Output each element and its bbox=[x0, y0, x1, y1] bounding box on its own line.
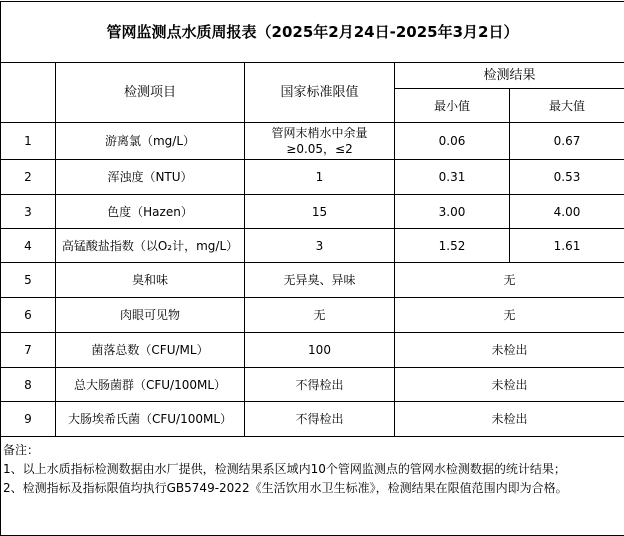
row-item: 臭和味 bbox=[56, 263, 245, 298]
row-min: 3.00 bbox=[395, 195, 510, 229]
row-min: 1.52 bbox=[395, 229, 510, 263]
row-number: 6 bbox=[1, 298, 56, 333]
notes-line-1: 1、以上水质指标检测数据由水厂提供，检测结果系区域内10个管网监测点的管网水检测数据的统计结果； bbox=[3, 460, 622, 479]
row-item: 总大肠菌群（CFU/100ML） bbox=[56, 368, 245, 402]
header-standard: 国家标准限值 bbox=[245, 63, 395, 123]
water-quality-table bbox=[0, 1, 624, 536]
row-standard: 3 bbox=[245, 229, 395, 263]
row-item: 肉眼可见物 bbox=[56, 298, 245, 333]
header-item: 检测项目 bbox=[56, 63, 245, 123]
row-result: 无 bbox=[395, 298, 624, 333]
row-standard: 无异臭、异味 bbox=[245, 263, 395, 298]
row-item: 大肠埃希氏菌（CFU/100ML） bbox=[56, 402, 245, 437]
table-row bbox=[1, 263, 624, 298]
row-item: 高锰酸盐指数（以O₂计，mg/L） bbox=[56, 229, 245, 263]
row-number: 5 bbox=[1, 263, 56, 298]
row-standard: 1 bbox=[245, 160, 395, 195]
row-max: 4.00 bbox=[510, 195, 624, 229]
row-number: 1 bbox=[1, 123, 56, 160]
row-max: 0.67 bbox=[510, 123, 624, 160]
table-row bbox=[1, 160, 624, 195]
row-min: 0.31 bbox=[395, 160, 510, 195]
table-row bbox=[1, 368, 624, 402]
row-number: 8 bbox=[1, 368, 56, 402]
row-max: 1.61 bbox=[510, 229, 624, 263]
row-number: 4 bbox=[1, 229, 56, 263]
header-result: 检测结果 bbox=[395, 63, 624, 89]
table-row bbox=[1, 229, 624, 263]
row-number: 2 bbox=[1, 160, 56, 195]
row-result: 未检出 bbox=[395, 402, 624, 437]
row-max: 0.53 bbox=[510, 160, 624, 195]
row-number: 3 bbox=[1, 195, 56, 229]
row-standard: 不得检出 bbox=[245, 368, 395, 402]
row-number: 7 bbox=[1, 333, 56, 368]
report-title: 管网监测点水质周报表（2025年2月24日-2025年3月2日） bbox=[1, 2, 624, 63]
row-item: 浑浊度（NTU） bbox=[56, 160, 245, 195]
table-row bbox=[1, 402, 624, 437]
notes-label: 备注： bbox=[3, 441, 622, 460]
row-number: 9 bbox=[1, 402, 56, 437]
table-row bbox=[1, 333, 624, 368]
table-row bbox=[1, 123, 624, 160]
row-standard: 无 bbox=[245, 298, 395, 333]
row-standard: 100 bbox=[245, 333, 395, 368]
row-result: 无 bbox=[395, 263, 624, 298]
notes bbox=[1, 437, 624, 536]
header-no bbox=[1, 63, 56, 123]
row-item: 菌落总数（CFU/ML） bbox=[56, 333, 245, 368]
row-item: 色度（Hazen） bbox=[56, 195, 245, 229]
row-result: 未检出 bbox=[395, 333, 624, 368]
row-standard: 15 bbox=[245, 195, 395, 229]
table-row bbox=[1, 195, 624, 229]
row-min: 0.06 bbox=[395, 123, 510, 160]
notes-line-2: 2、检测指标及指标限值均执行GB5749-2022《生活饮用水卫生标准》，检测结果在限值范围内即为合格。 bbox=[3, 479, 622, 498]
row-item: 游离氯（mg/L） bbox=[56, 123, 245, 160]
row-result: 未检出 bbox=[395, 368, 624, 402]
header-min: 最小值 bbox=[395, 89, 510, 123]
table-row bbox=[1, 298, 624, 333]
row-standard: 不得检出 bbox=[245, 402, 395, 437]
header-max: 最大值 bbox=[510, 89, 624, 123]
row-standard: 管网末梢水中余量≥0.05，≤2 bbox=[245, 123, 395, 160]
